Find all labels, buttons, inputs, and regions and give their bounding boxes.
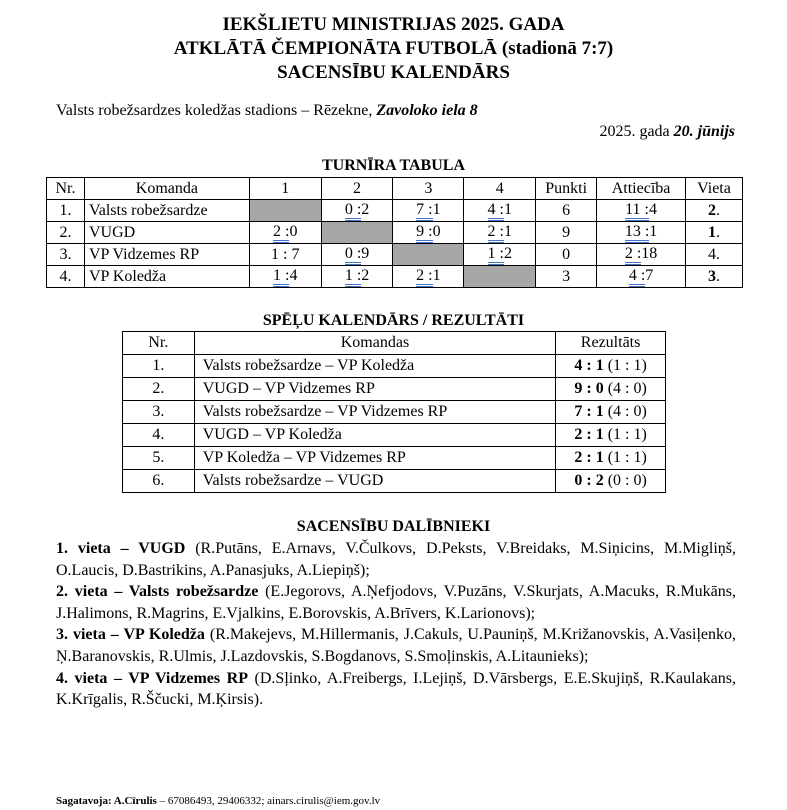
standings-title: TURNĪRA TABULA [322, 157, 465, 174]
score-link[interactable]: 1 : [488, 246, 504, 265]
schedule-table [122, 331, 666, 493]
doc-title-line-1: IEKŠLIETU MINISTRIJAS 2025. GADA [222, 14, 565, 35]
venue-text: Valsts robežsardzes koledžas stadions – Rēzekne, [56, 102, 377, 119]
ratio-link[interactable]: 2 : [625, 246, 641, 265]
ratio-cell[interactable]: 4 :7 [597, 266, 686, 288]
score-link[interactable]: 2 : [488, 224, 504, 243]
score-cell[interactable]: 0 :2 [321, 200, 393, 222]
contact-info[interactable]: – 67086493, 29406332; ainars.cirulis@iem.gov.lv [156, 795, 381, 807]
match-teams: Valsts robežsardze – VP Vidzemes RP [194, 401, 555, 424]
score-link[interactable]: 0 : [345, 246, 361, 265]
prepared-by-label: Sagatavoja: A.Cīrulis [56, 795, 157, 807]
header-teams: Komandas [194, 332, 555, 355]
row-nr: 3. [47, 244, 85, 266]
score-link[interactable]: 1 : [345, 268, 361, 287]
self-match-cell [321, 222, 393, 244]
match-nr: 3. [123, 401, 195, 424]
score-cell[interactable]: 2 :1 [393, 266, 464, 288]
standings-row [47, 244, 743, 266]
match-teams: Valsts robežsardze – VP Koledža [194, 355, 555, 378]
self-match-cell [464, 266, 536, 288]
row-nr: 1. [47, 200, 85, 222]
player-list: (D.Sļinko, A.Freibergs, I.Lejiņš, D.Vārsbergs, E.E.Skujiņš, R.Kaulakans, K.Krīgalis, R.Ščucki, M.Ķirsis). [56, 669, 737, 709]
header-nr: Nr. [123, 332, 195, 355]
participant-entry [56, 624, 736, 667]
participant-entry [56, 538, 736, 581]
player-list: (E.Jegorovs, A.Ņefjodovs, V.Puzāns, V.Skurjats, A.Macuks, R.Mukāns, J.Halimons, R.Magrins, E.Vjalkins, E.Borovskis, A.Brīvers, K.Larionovs); [56, 583, 736, 622]
match-teams: VUGD – VP Koledža [194, 424, 555, 447]
standings-row [47, 200, 743, 222]
score-cell[interactable]: 2 :0 [249, 222, 321, 244]
score-cell[interactable]: 1 :2 [464, 244, 536, 266]
schedule-row [123, 470, 666, 493]
venue-address: Zavoloko iela 8 [376, 102, 478, 119]
row-place: 4. [686, 244, 743, 266]
ratio-link[interactable]: 13 : [625, 224, 649, 243]
match-result: 7 : 1 (4 : 0) [556, 401, 666, 424]
header-opp-4: 4 [464, 178, 536, 200]
participant-entry [56, 668, 736, 711]
match-teams: VUGD – VP Vidzemes RP [194, 378, 555, 401]
participants-title: SACENSĪBU DALĪBNIEKI [296, 518, 491, 535]
score-cell[interactable]: 0 :9 [321, 244, 393, 266]
standings-row [47, 266, 743, 288]
row-nr: 2. [47, 222, 85, 244]
ratio-cell[interactable]: 2 :18 [597, 244, 686, 266]
standings-table [46, 177, 743, 288]
match-result: 4 : 1 (1 : 1) [556, 355, 666, 378]
header-opp-2: 2 [321, 178, 393, 200]
event-date [599, 122, 735, 142]
place-label: 1. vieta – VUGD [56, 540, 186, 557]
score-link[interactable]: 9 : [416, 224, 432, 243]
score-cell: 1 : 7 [249, 244, 321, 266]
standings-row [47, 222, 743, 244]
ratio-link[interactable]: 4 : [629, 268, 645, 287]
ratio-link[interactable]: 11 : [625, 202, 649, 221]
score-link[interactable]: 4 : [488, 202, 504, 221]
date-day: 20. jūnijs [673, 123, 735, 140]
place-label: 3. vieta – VP Koledža [56, 626, 205, 644]
player-list: (R.Putāns, E.Arnavs, V.Čulkovs, D.Peksts, V.Breidaks, M.Siņicins, M.Migliņš, O.Laucis, D.Bastrikins, A.Panasjuks, A.Liepiņš); [56, 540, 736, 579]
header-result: Rezultāts [556, 332, 666, 355]
score-link[interactable]: 2 : [416, 268, 432, 287]
row-place: 1. [686, 222, 743, 244]
match-nr: 5. [123, 447, 195, 470]
score-link[interactable]: 7 : [416, 202, 432, 221]
score-cell[interactable]: 7 :1 [393, 200, 464, 222]
place-label: 4. vieta – VP Vidzemes RP [56, 669, 248, 687]
match-result: 2 : 1 (1 : 1) [556, 447, 666, 470]
ratio-cell[interactable]: 11 :4 [597, 200, 686, 222]
match-nr: 6. [123, 470, 195, 493]
date-prefix: 2025. gada [599, 123, 674, 140]
score-cell[interactable]: 1 :2 [321, 266, 393, 288]
player-list: (R.Makejevs, M.Hillermanis, J.Cakuls, U.Pauniņš, M.Križanovskis, A.Vasiļenko, Ņ.Baranovskis, R.Ulmis, J.Lazdovskis, S.Bogdanovs, S.Smoļinskis, A.Litaunieks); [56, 626, 737, 665]
schedule-row [123, 355, 666, 378]
score-cell[interactable]: 2 :1 [464, 222, 536, 244]
row-points: 9 [536, 222, 597, 244]
score-link[interactable]: 1 : [273, 268, 289, 287]
header-opp-3: 3 [393, 178, 464, 200]
header-team: Komanda [84, 178, 249, 200]
match-nr: 2. [123, 378, 195, 401]
row-place: 3. [686, 266, 743, 288]
header-opp-1: 1 [249, 178, 321, 200]
score-cell[interactable]: 9 :0 [393, 222, 464, 244]
match-result: 9 : 0 (4 : 0) [556, 378, 666, 401]
self-match-cell [393, 244, 464, 266]
participants-list [56, 538, 736, 711]
row-nr: 4. [47, 266, 85, 288]
row-place: 2. [686, 200, 743, 222]
match-nr: 1. [123, 355, 195, 378]
row-points: 0 [536, 244, 597, 266]
row-team: VP Koledža [84, 266, 249, 288]
schedule-row [123, 378, 666, 401]
score-link[interactable]: 0 : [345, 202, 361, 221]
ratio-cell[interactable]: 13 :1 [597, 222, 686, 244]
row-points: 6 [536, 200, 597, 222]
doc-title-line-3: SACENSĪBU KALENDĀRS [277, 62, 510, 83]
match-teams: Valsts robežsardze – VUGD [194, 470, 555, 493]
match-result: 0 : 2 (0 : 0) [556, 470, 666, 493]
doc-title-line-2: ATKLĀTĀ ČEMPIONĀTA FUTBOLĀ (stadionā 7:7) [173, 38, 614, 59]
match-nr: 4. [123, 424, 195, 447]
schedule-row [123, 401, 666, 424]
schedule-header-row [123, 332, 666, 355]
schedule-row [123, 447, 666, 470]
row-team: VUGD [84, 222, 249, 244]
score-cell[interactable]: 4 :1 [464, 200, 536, 222]
header-points: Punkti [536, 178, 597, 200]
header-place: Vieta [686, 178, 743, 200]
schedule-row [123, 424, 666, 447]
match-result: 2 : 1 (1 : 1) [556, 424, 666, 447]
venue [56, 101, 478, 121]
schedule-title: SPĒĻU KALENDĀRS / REZULTĀTI [262, 312, 525, 329]
participant-entry [56, 581, 736, 624]
header-ratio: Attiecība [597, 178, 686, 200]
place-label: 2. vieta – Valsts robežsardze [56, 583, 259, 601]
row-team: Valsts robežsardze [84, 200, 249, 222]
self-match-cell [249, 200, 321, 222]
standings-header-row [47, 178, 743, 200]
header-nr: Nr. [47, 178, 85, 200]
prepared-by [56, 795, 380, 808]
row-points: 3 [536, 266, 597, 288]
score-link[interactable]: 2 : [273, 224, 289, 243]
row-team: VP Vidzemes RP [84, 244, 249, 266]
score-cell[interactable]: 1 :4 [249, 266, 321, 288]
match-teams: VP Koledža – VP Vidzemes RP [194, 447, 555, 470]
